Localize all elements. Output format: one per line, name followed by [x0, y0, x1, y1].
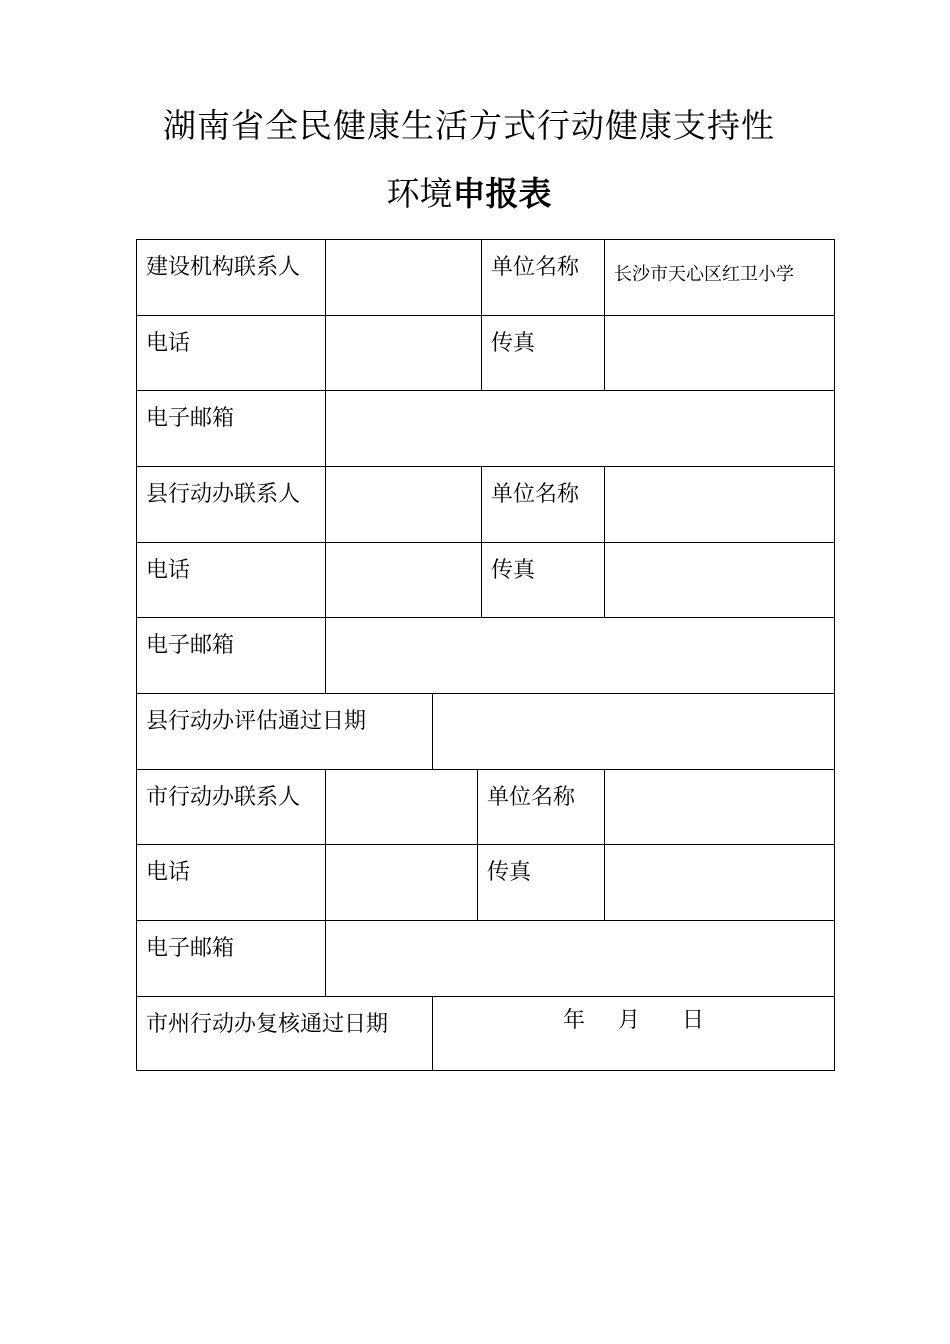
builder-fax-label: 传真	[481, 315, 604, 390]
form-title-line2	[0, 168, 938, 215]
city-unit-label: 单位名称	[477, 769, 604, 844]
city-contact-label-rest: 联系人	[234, 785, 301, 810]
date-year-label: 年	[562, 1008, 585, 1033]
builder-contact-label-rest: 联系人	[234, 255, 301, 280]
county-contact-label-bold: 县行动办	[146, 482, 235, 507]
builder-phone-field[interactable]	[325, 315, 481, 390]
city-review-date-field[interactable]	[432, 996, 835, 1071]
city-email-label: 电子邮箱	[136, 920, 325, 996]
city-contact-label-bold: 市行动办	[146, 785, 235, 810]
city-contact-field[interactable]	[325, 769, 477, 844]
date-month-label: 月	[617, 1008, 640, 1033]
builder-contact-field[interactable]	[325, 239, 481, 315]
date-day-label: 日	[682, 1008, 705, 1033]
city-phone-field[interactable]	[325, 844, 477, 920]
city-fax-label: 传真	[477, 844, 604, 920]
county-eval-date-field[interactable]	[432, 693, 835, 769]
city-email-field[interactable]	[325, 920, 835, 996]
form-title-bold: 申报表	[452, 174, 552, 213]
builder-email-label: 电子邮箱	[136, 390, 325, 466]
county-unit-label: 单位名称	[481, 466, 604, 542]
county-fax-field[interactable]	[604, 542, 835, 617]
builder-phone-label: 电话	[136, 315, 325, 390]
county-email-label: 电子邮箱	[136, 617, 325, 693]
county-fax-label: 传真	[481, 542, 604, 617]
form-title-prefix: 环境	[386, 174, 453, 213]
county-phone-field[interactable]	[325, 542, 481, 617]
city-review-date-label: 市州行动办复核通过日期	[136, 996, 432, 1071]
county-contact-label	[136, 466, 325, 542]
city-phone-label: 电话	[136, 844, 325, 920]
county-eval-date-label: 县行动办评估通过日期	[136, 693, 432, 769]
builder-unit-field[interactable]: 长沙市天心区红卫小学	[604, 239, 835, 315]
builder-contact-label	[136, 239, 325, 315]
county-unit-field[interactable]	[604, 466, 835, 542]
city-unit-field[interactable]	[604, 769, 835, 844]
county-contact-label-rest: 联系人	[234, 482, 301, 507]
application-form-table	[136, 239, 835, 1071]
form-title-line1: 湖南省全民健康生活方式行动健康支持性	[163, 106, 775, 145]
builder-email-field[interactable]	[325, 390, 835, 466]
builder-unit-label: 单位名称	[481, 239, 604, 315]
builder-fax-field[interactable]	[604, 315, 835, 390]
builder-contact-label-bold: 建设机构	[146, 255, 235, 280]
county-contact-field[interactable]	[325, 466, 481, 542]
county-phone-label: 电话	[136, 542, 325, 617]
city-contact-label	[136, 769, 325, 844]
city-fax-field[interactable]	[604, 844, 835, 920]
county-email-field[interactable]	[325, 617, 835, 693]
